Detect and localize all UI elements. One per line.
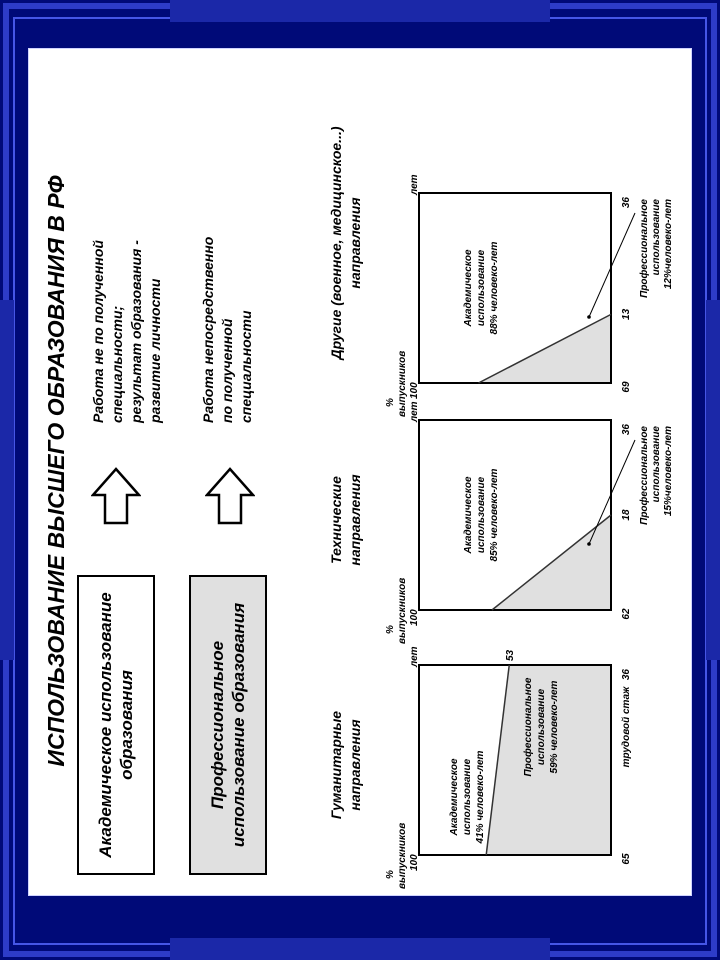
start-value-label: 62 (621, 608, 632, 620)
y-axis-max: 100 (409, 609, 420, 626)
y-axis-unit: % (385, 398, 396, 407)
start-value-label: 69 (621, 381, 632, 393)
end-value-label: 53 (505, 649, 517, 661)
professional-area-label: Профессиональное (639, 199, 650, 298)
professional-use-box: Профессиональное использование образования (189, 575, 267, 875)
y-axis-label: выпускников (397, 350, 408, 417)
text-line: по полученной (218, 318, 235, 423)
academic-area-label: 85% человеко-лет (489, 468, 500, 562)
chart-title-line: Технические (328, 476, 344, 564)
academic-area-label: использование (462, 758, 473, 836)
y-axis-label: выпускников (397, 822, 408, 889)
academic-area-label: Академическое (449, 758, 460, 836)
slide-title: ИСПОЛЬЗОВАНИЕ ВЫСШЕГО ОБРАЗОВАНИЯ В РФ (43, 175, 69, 767)
academic-area-label: 88% человеко-лет (489, 241, 500, 335)
professional-area-label: Профессиональное (523, 677, 534, 777)
academic-area-label: использование (476, 476, 487, 554)
text-line: развитие личности (146, 278, 163, 423)
y-axis-unit: % (385, 625, 396, 634)
text-line: специальности; (108, 305, 125, 423)
professional-area-label: Профессиональное (639, 426, 650, 525)
professional-area-label: 59% человеко-лет (549, 680, 560, 774)
x-axis-max: 36 (621, 424, 632, 436)
professional-area-label: 12%человеко-лет (663, 199, 674, 290)
x-axis-max: 36 (621, 669, 632, 681)
x-axis-unit: лет (409, 646, 420, 667)
x-axis-unit: лет (409, 174, 420, 195)
chart-title-line: направления (346, 197, 363, 289)
professional-area-label: использование (536, 688, 547, 766)
y-axis-label: выпускников (397, 577, 408, 644)
start-value-label: 65 (621, 853, 632, 865)
chart-title-line: направления (346, 474, 363, 566)
academic-area-label: Академическое (463, 249, 474, 327)
text-line: Работа непосредственно (200, 236, 216, 423)
chart-title-line: направления (346, 719, 363, 811)
x-axis-unit: лет (409, 401, 420, 422)
text-line: специальности (237, 310, 254, 423)
professional-area-label: 15%человеко-лет (663, 426, 674, 517)
chart-title-line: Другие (военное, медицинское...) (328, 126, 344, 360)
professional-area-label: использование (651, 199, 662, 276)
x-axis-max: 36 (621, 197, 632, 209)
academic-use-box: Академическое использование образования (77, 575, 155, 875)
slide-content (28, 48, 692, 896)
charts-layer (29, 49, 691, 895)
academic-area-label: Академическое (463, 476, 474, 554)
academic-area-label: использование (476, 249, 487, 327)
x-axis-label: трудовой стаж (621, 686, 632, 768)
end-value-label: 13 (621, 308, 632, 320)
professional-area-label: использование (651, 426, 662, 503)
end-value-label: 18 (621, 509, 632, 521)
y-axis-unit: % (385, 870, 396, 879)
text-line: Работа не по полученной (90, 240, 106, 423)
chart-title-line: Гуманитарные (328, 710, 344, 820)
y-axis-max: 100 (409, 382, 420, 399)
rotated-canvas (29, 49, 691, 895)
academic-area-label: 41% человеко-лет (475, 750, 486, 844)
text-line: результат образования - (127, 240, 144, 423)
y-axis-max: 100 (409, 854, 420, 871)
